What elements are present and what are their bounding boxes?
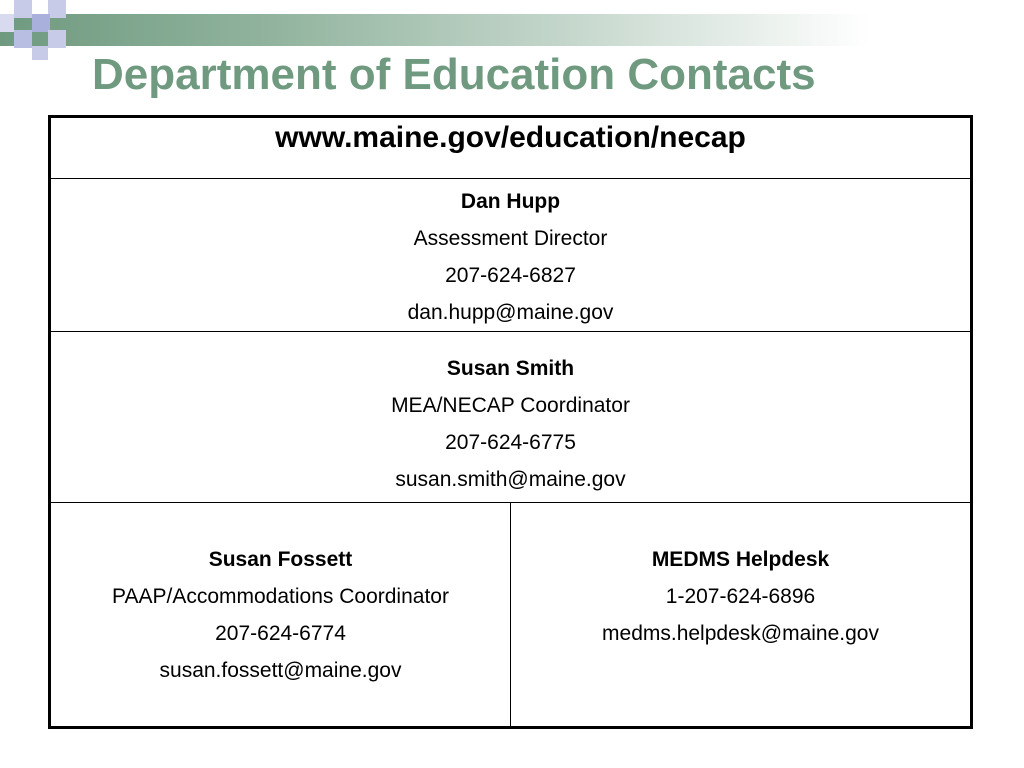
contact-phone: 1-207-624-6896 xyxy=(665,585,816,608)
contact-cell xyxy=(50,503,511,728)
contact-email[interactable]: dan.hupp@maine.gov xyxy=(407,301,614,324)
decor-square xyxy=(32,46,48,60)
header-band xyxy=(0,14,1024,46)
decor-square xyxy=(48,0,66,18)
contact-name: Dan Hupp xyxy=(460,190,561,213)
table-row xyxy=(50,503,972,728)
website-url[interactable]: www.maine.gov/education/necap xyxy=(275,121,746,154)
url-cell xyxy=(50,117,972,179)
decor-square xyxy=(14,30,32,48)
table-row xyxy=(50,117,972,179)
contact-email[interactable]: susan.fossett@maine.gov xyxy=(159,659,402,682)
contact-role: MEA/NECAP Coordinator xyxy=(391,394,630,417)
contact-cell xyxy=(50,179,972,332)
contact-role: PAAP/Accommodations Coordinator xyxy=(112,585,449,608)
contact-name: MEDMS Helpdesk xyxy=(651,548,830,571)
contact-email[interactable]: medms.helpdesk@maine.gov xyxy=(602,622,879,645)
contact-phone: 207-624-6775 xyxy=(445,431,576,454)
contact-name: Susan Fossett xyxy=(208,548,353,571)
table-row xyxy=(50,332,972,503)
contacts-table xyxy=(48,115,973,729)
contact-cell xyxy=(50,332,972,503)
decor-square xyxy=(14,0,32,18)
decor-square xyxy=(48,30,66,48)
contact-phone: 207-624-6827 xyxy=(445,264,576,287)
table-row xyxy=(50,179,972,332)
contact-name: Susan Smith xyxy=(446,357,575,380)
contact-email[interactable]: susan.smith@maine.gov xyxy=(395,468,626,491)
slide-title: Department of Education Contacts xyxy=(92,50,816,99)
contact-phone: 207-624-6774 xyxy=(215,622,346,645)
contact-cell xyxy=(511,503,972,728)
contact-role: Assessment Director xyxy=(413,227,608,250)
decor-square xyxy=(0,14,14,32)
